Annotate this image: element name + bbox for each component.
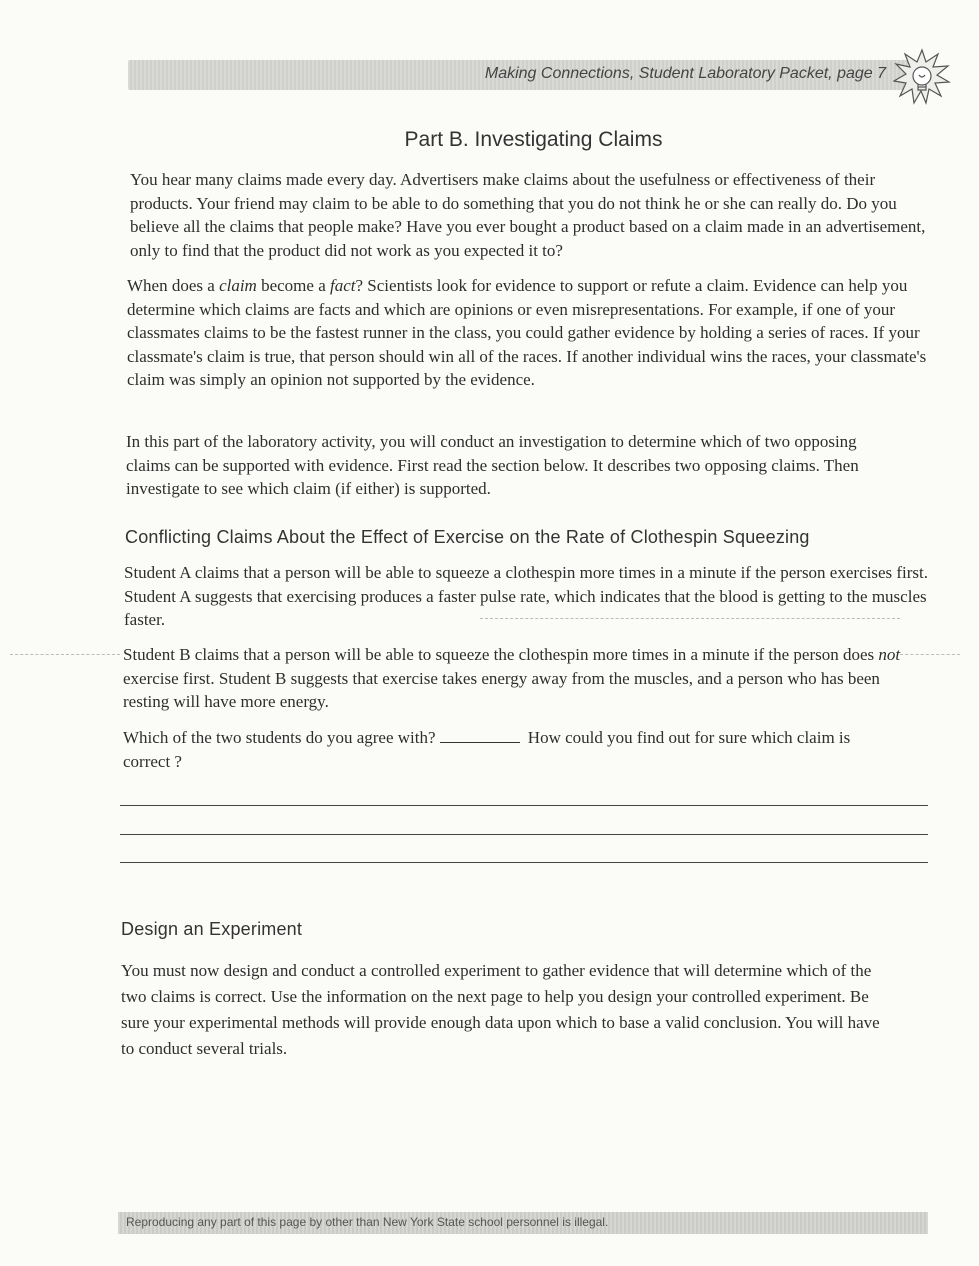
answer-line-3[interactable] <box>120 862 928 863</box>
design-experiment-heading: Design an Experiment <box>121 919 303 939</box>
student-a-claim: Student A claims that a person will be able to squeeze a clothespin more times in a minute if the person exercises first. Student A suggests that exercising produces a faster pulse rate, which indicates that the blood is getting to the muscles faster. <box>124 563 928 629</box>
header-bar <box>128 60 908 90</box>
agreement-question: Which of the two students do you agree with? How could you find out for sure which claim is correct ? <box>123 728 851 771</box>
intro-paragraph-3: In this part of the laboratory activity, you will conduct an investigation to determine which of two opposing claims can be supported with evidence. First read the section below. It describes two opposing claims. Then investigate to see which claim (if either) is supported. <box>126 432 859 498</box>
conflicting-claims-heading: Conflicting Claims About the Effect of Exercise on the Rate of Clothespin Squeezing <box>125 527 810 547</box>
header-text: Making Connections, Student Laboratory Packet, page 7 <box>484 65 886 82</box>
lightbulb-icon <box>893 48 951 106</box>
answer-line-1[interactable] <box>120 805 928 806</box>
scan-artifact-line <box>480 618 900 619</box>
student-b-label: Student B <box>123 645 191 664</box>
footer-bar <box>118 1212 928 1234</box>
student-a-label: Student A <box>124 563 191 582</box>
page-title: Part B. Investigating Claims <box>404 128 663 151</box>
scan-artifact-line <box>10 654 120 655</box>
design-experiment-text: You must now design and conduct a controlled experiment to gather evidence that will determine which of the two claims is correct. Use the information on the next page to help you design your controlled experiment. Be sure your experimental methods will provide enough data upon which to base a valid conclusion. You will have to conduct several trials. <box>121 961 880 1058</box>
student-b-claim: Student B claims that a person will be able to squeeze the clothespin more times in a minute if the person does not exercise first. Student B suggests that exercise takes energy away from the muscles, and a person who has been resting will have more energy. <box>123 645 901 711</box>
intro-paragraph-1: You hear many claims made every day. Advertisers make claims about the usefulness or effectiveness of their products. Your friend may claim to be able to do something that you do not think he or she can really do. Do you believe all the claims that people make? Have you ever bought a product based on a claim made in an advertisement, only to find that the product did not work as you expected it to? <box>130 170 926 260</box>
agreement-answer-blank[interactable] <box>440 728 520 743</box>
intro-paragraph-2: When does a claim become a fact? Scientists look for evidence to support or refute a claim. Evidence can help you determine which claims are facts and which are opinions or even misrepresentations. For example, if one of your classmates claims to be the fastest runner in the class, you could gather evidence by holding a series of races. If your classmate's claim is true, that person should win all of the races. If another individual wins the races, your classmate's claim was simply an opinion not supported by the evidence. <box>127 276 927 389</box>
footer-text: Reproducing any part of this page by other than New York State school personnel is illegal. <box>126 1215 609 1229</box>
answer-line-2[interactable] <box>120 834 928 835</box>
